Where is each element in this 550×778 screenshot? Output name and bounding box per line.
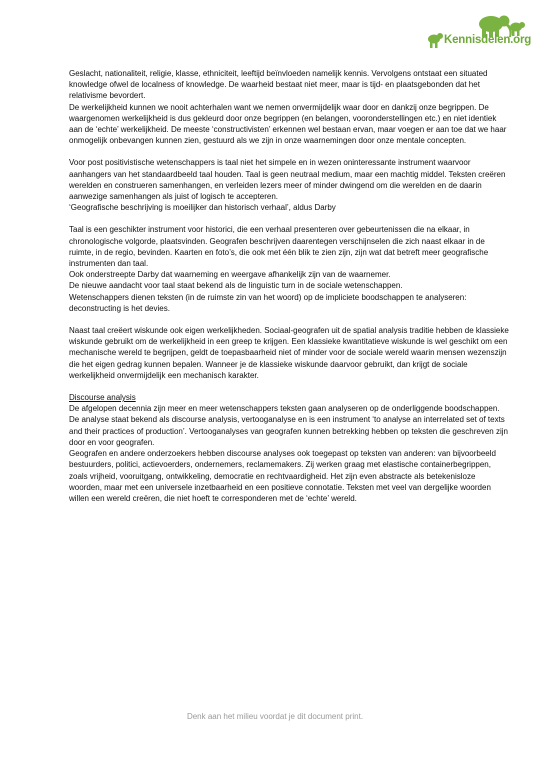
paragraph: Geslacht, nationaliteit, religie, klasse, ethniciteit, leeftijd beïnvloeden namelijk kennis. Vervolgens ontstaat een situated knowledge ofwel de localness of knowledge. De waarheid bestaat niet meer, maar is tijd- en plaatsgebonden dat het relativisme bevordert. [69, 69, 488, 101]
paragraph: De werkelijkheid kunnen we nooit achterhalen want we nemen onvermijdelijk waar door en dankzij onze begrippen. De waargenomen werkelijkheid is dus gekleurd door onze begrippen (en belangen, vooronderstellingen etc.) en niet identiek aan de ‘echte’ werkelijkheid. De meeste ‘constructivisten’ erkennen wel bestaan ervan, maar voegen er aan toe dat we haar onmogelijk onbevangen kunnen zien, gestuurd als we zijn in onze waarnemingen door onze mentale concepten. [69, 102, 507, 146]
quote: ‘Geografische beschrijving is moeilijker dan historisch verhaal’, aldus Darby [69, 203, 336, 213]
paragraph: Taal is een geschikter instrument voor historici, die een verhaal presenteren over gebeurtenissen die na elkaar, in chronologische volgorde, plaatsvinden. Geografen beschrijven daarentegen verschijnselen die zich naast elkaar in de ruimte, in de regio, bevinden. Kaarten en foto’s, die ook met één blik te zien zijn, zijn wat dat betreft meer geografische instrumenten dan taal. [69, 225, 489, 269]
kennisdelen-logo [418, 12, 532, 52]
paragraph: De afgelopen decennia zijn meer en meer wetenschappers teksten gaan analyseren op de onderliggende boodschappen. De analyse staat bekend als discourse analysis, vertooganalyse en is een instrument ‘to analyse an interrelated set of texts and their practices of production’. Vertooganalyses van geografen kunnen betrekking hebben op teksten die geschreven zijn door en voor geografen. [69, 404, 508, 447]
paragraph: Naast taal creëert wiskunde ook eigen werkelijkheden. Sociaal-geografen uit de spatial analysis traditie hebben de klassieke wiskunde gebruikt om de werkelijkheid in een greep te krijgen. Een klassieke kwantitatieve wiskunde is wel geschikt om een mechanische wereld te begrijpen, geldt de toepasbaarheid niet of minder voor de sociale wereld waarin mensen wezenszijn die het eigen gedrag kunnen bepalen. Wanneer je de klassieke wiskunde daarvoor gebruikt, dan krijgt de sociale werkelijkheid onvermijdelijk een mechanisch karakter. [69, 326, 509, 380]
section-heading: Discourse analysis [69, 393, 136, 403]
paragraph: Voor post positivistische wetenschappers is taal niet het simpele en in wezen oninteressante instrument waarvoor aanhangers van het standaardbeeld taal houden. Taal is geen neutraal medium, maar een machtig middel. Teksten creëren werelden en construeren samenhangen, en verleiden lezers meer of minder dwingend om die werelden en de daarin aanwezige samenhangen als juist of logisch te accepteren. [69, 158, 506, 202]
footer-note: Denk aan het milieu voordat je dit document print. [186, 712, 364, 721]
paragraph: Geografen en andere onderzoekers hebben discourse analyses ook toegepast op teksten van anderen: van bijvoorbeeld bestuurders, politici, actievoerders, ondernemers, reclamemakers. Zij werken graag met elastische containerbegrippen, zoals vrijheid, vooruitgang, ontwikkeling, democratie en rechtvaardigheid. Het zijn even abstracte als betekenisloze woorden, maar met een universele inzetbaarheid en een positieve connotatie. Teksten met veel van dergelijke woorden willen een wereld creëren, die niet hoeft te corresponderen met de ‘echte’ wereld. [69, 449, 496, 503]
paragraph: De nieuwe aandacht voor taal staat bekend als de linguistic turn in de sociale wetenschappen. [69, 281, 403, 291]
document-body [69, 68, 509, 504]
logo-text: Kennisdelen.org [444, 34, 532, 46]
paragraph: Ook onderstreepte Darby dat waarneming en weergave afhankelijk zijn van de waarnemer. [69, 270, 391, 280]
paragraph: Wetenschappers dienen teksten (in de ruimste zin van het woord) op de impliciete boodschappen te analyseren: deconstructing is het devies. [69, 292, 467, 313]
elephant-icon [418, 12, 528, 52]
